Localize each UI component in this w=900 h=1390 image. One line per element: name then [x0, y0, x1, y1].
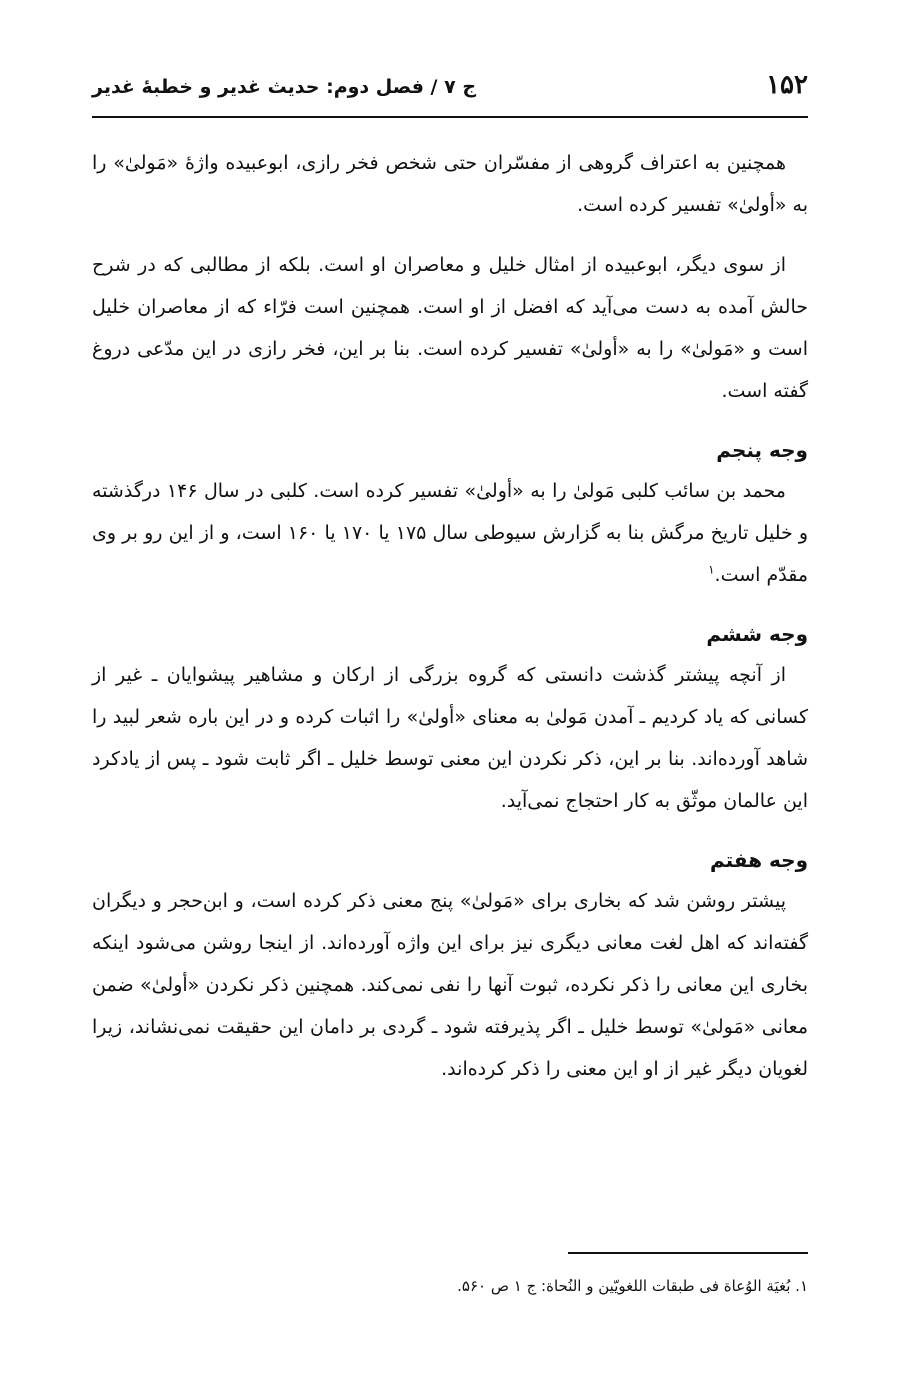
heading-fifth-aspect: وجه پنجم: [716, 438, 808, 462]
paragraph-1: همچنین به اعتراف گروهی از مفسّران حتی شخص فخر رازی، ابوعبیده واژهٔ «مَولیٰ» را به «أولیٰ» تفسیر کرده است.: [92, 152, 808, 216]
heading-seventh-aspect: وجه هفتم: [709, 848, 808, 872]
footnote: ۱. بُغیَة الوُعاة فی طبقات اللغویّین و النُحاة: ج ۱ ص ۵۶۰.: [457, 1277, 808, 1295]
paragraph-5: پیشتر روشن شد که بخاری برای «مَولیٰ» پنج معنی ذکر کرده است، و ابن‌حجر و دیگران گفته‌اند که اهل لغت معانی دیگری نیز برای این واژه آورده‌اند. از اینجا روشن می‌شود اینکه بخاری این معانی را ذکر نکرده، ثبوت آنها را نفی نمی‌کند. همچنین ذکر نکردن «أولیٰ» ضمن معانی «مَولیٰ» توسط خلیل ـ اگر پذیرفته شود ـ گردی بر دامان این حقیقت نمی‌نشاند، زیرا لغویان دیگر غیر از او این معنی را ذکر کرده‌اند.: [92, 890, 808, 1080]
paragraph-3-text: محمد بن سائب کلبی مَولیٰ را به «أولیٰ» تفسیر کرده است. کلبی در سال ۱۴۶ درگذشته و خلیل تاریخ مرگش بنا به گزارش سیوطی سال ۱۷۵ یا ۱۷۰ یا ۱۶۰ است، و از این رو بر وی مقدّم است.: [92, 480, 809, 586]
body-text: [92, 142, 808, 1090]
heading-sixth-aspect: وجه ششم: [706, 622, 808, 646]
running-title: ج ۷ / فصل دوم: حدیث غدیر و خطبهٔ غدیر: [92, 76, 477, 98]
header-rule: [92, 116, 808, 118]
paragraph-4: از آنچه پیشتر گذشت دانستی که گروه بزرگی از ارکان و مشاهیر پیشوایان ـ غیر از کسانی که یاد کردیم ـ آمدن مَولیٰ به معنای «أولیٰ» را اثبات کرده و در این باره شعر لبید را شاهد آورده‌اند. بنا بر این، ذکر نکردن این معنی توسط خلیل ـ اگر ثابت شود ـ پس از یادکرد این عالمان موثّق به کار احتجاج نمی‌آید.: [92, 664, 808, 812]
page-number: ۱۵۲: [766, 70, 808, 100]
book-page: [92, 0, 808, 1390]
page-header: [92, 70, 808, 110]
footnote-marker: ۱: [708, 562, 715, 577]
footnote-rule: [568, 1252, 808, 1254]
paragraph-2: از سوی دیگر، ابوعبیده از امثال خلیل و معاصران او است. بلکه از مطالبی که در شرح حالش آمده به دست می‌آید که افضل از او است. همچنین است فرّاء که از معاصران خلیل است و «مَولیٰ» را به «أولیٰ» تفسیر کرده است. بنا بر این، فخر رازی در این مدّعی دروغ گفته است.: [92, 254, 808, 402]
paragraph-3: [92, 470, 808, 596]
